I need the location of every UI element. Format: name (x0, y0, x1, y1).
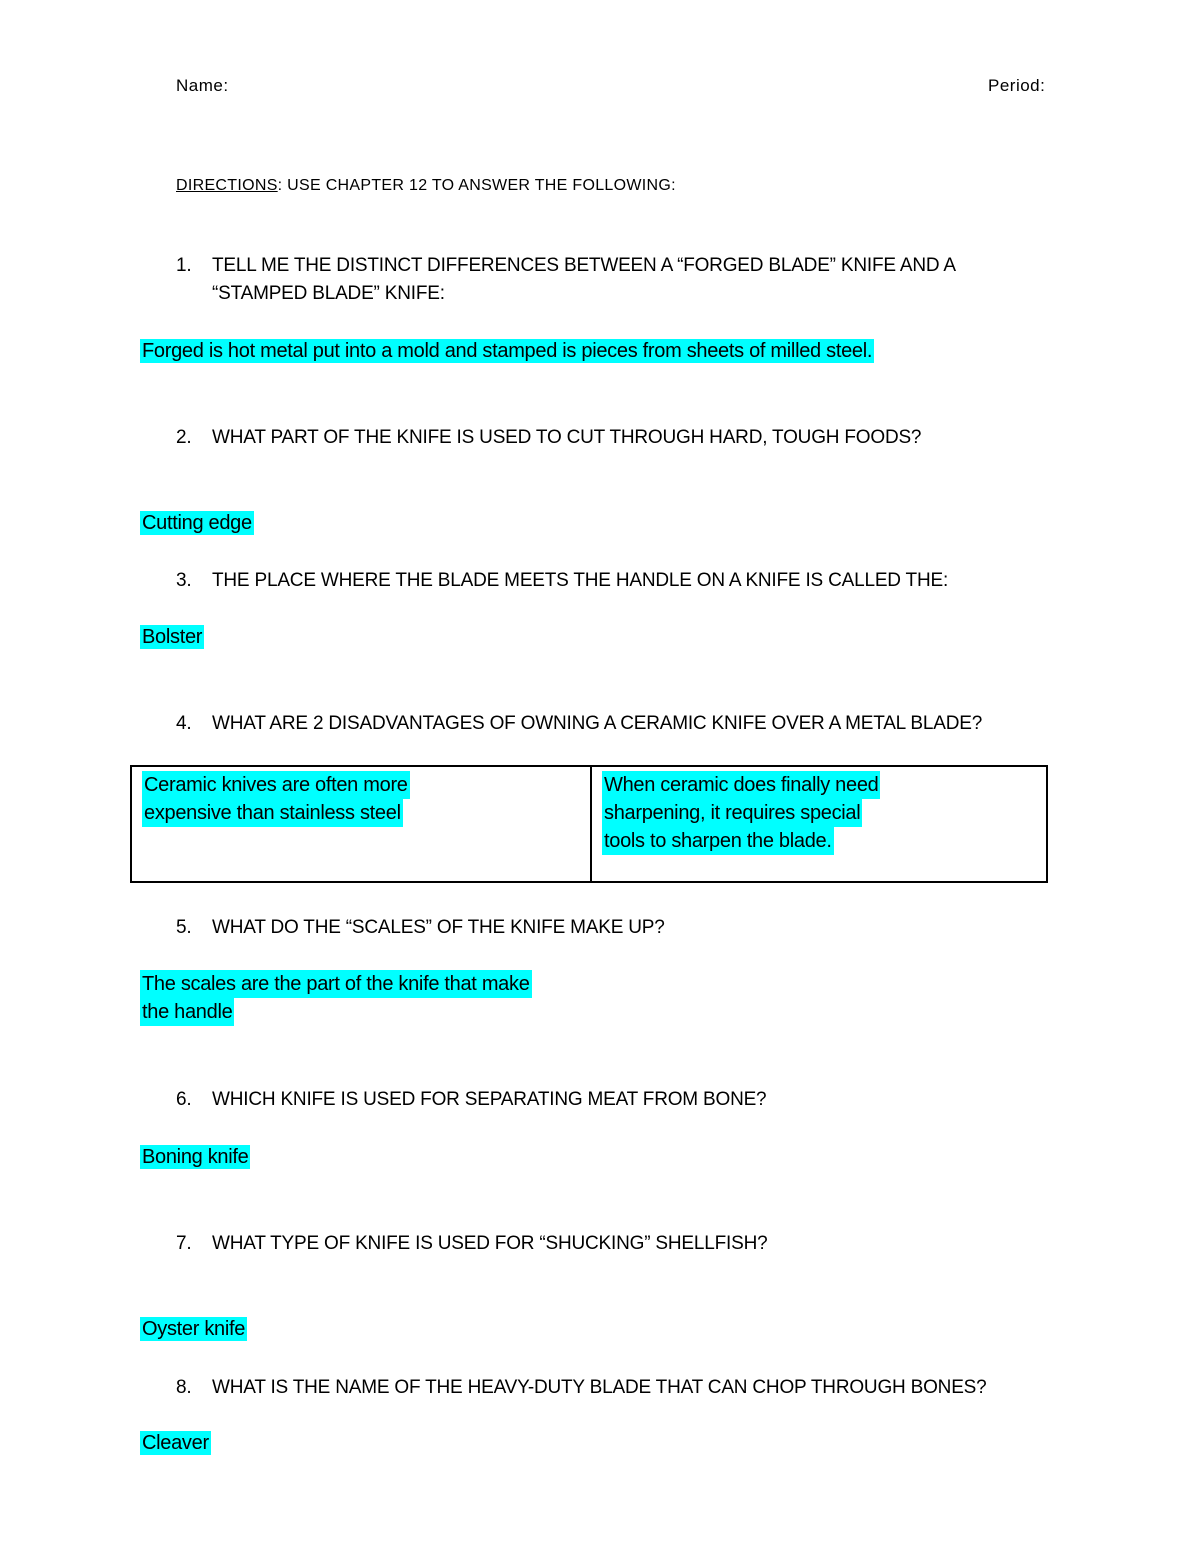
directions-label: DIRECTIONS (176, 177, 278, 194)
answer-8 (140, 1429, 211, 1457)
answer-2 (140, 509, 254, 537)
answer-highlight: Oyster knife (142, 1318, 246, 1340)
answer-6 (140, 1143, 250, 1171)
answer-highlight: The scales are the part of the knife that make (140, 970, 532, 998)
disadvantage-cell-1 (131, 766, 591, 882)
question-number: 3. (176, 570, 192, 591)
question-text-line: WHAT TYPE OF KNIFE IS USED FOR “SHUCKING” SHELLFISH? (212, 1233, 768, 1254)
question-number: 1. (176, 255, 192, 276)
disadvantages-table (130, 765, 1048, 883)
question-1 (176, 252, 956, 308)
question-4 (176, 710, 982, 738)
answer-5 (140, 970, 532, 1026)
question-7 (176, 1230, 767, 1258)
question-text-line: WHAT DO THE “SCALES” OF THE KNIFE MAKE UP? (212, 917, 665, 938)
question-number: 2. (176, 427, 192, 448)
question-number: 5. (176, 917, 192, 938)
question-text-line: “STAMPED BLADE” KNIFE: (212, 283, 445, 304)
answer-highlight: When ceramic does finally need (602, 771, 880, 799)
question-text-line: WHAT PART OF THE KNIFE IS USED TO CUT THROUGH HARD, TOUGH FOODS? (212, 427, 922, 448)
answer-highlight: expensive than stainless steel (142, 799, 403, 827)
answer-3 (140, 623, 204, 651)
answer-highlight: sharpening, it requires special (602, 799, 862, 827)
question-2 (176, 424, 921, 452)
answer-highlight: Cleaver (142, 1432, 209, 1454)
question-number: 6. (176, 1089, 192, 1110)
period-label: Period: (988, 76, 1046, 95)
disadvantage-cell-2 (591, 766, 1047, 882)
answer-highlight: Bolster (142, 626, 203, 648)
question-number: 4. (176, 713, 192, 734)
answer-highlight: Cutting edge (142, 512, 252, 534)
answer-highlight: the handle (140, 998, 234, 1026)
question-text-line: WHAT ARE 2 DISADVANTAGES OF OWNING A CERAMIC KNIFE OVER A METAL BLADE? (212, 713, 983, 734)
question-text-line: THE PLACE WHERE THE BLADE MEETS THE HANDLE ON A KNIFE IS CALLED THE: (212, 570, 949, 591)
answer-highlight: tools to sharpen the blade. (602, 827, 834, 855)
question-text-line: TELL ME THE DISTINCT DIFFERENCES BETWEEN A “FORGED BLADE” KNIFE AND A (212, 255, 956, 276)
directions-text: : USE CHAPTER 12 TO ANSWER THE FOLLOWING: (277, 177, 676, 194)
question-8 (176, 1374, 987, 1402)
name-label: Name: (176, 76, 229, 95)
question-number: 7. (176, 1233, 192, 1254)
question-text-line: WHAT IS THE NAME OF THE HEAVY-DUTY BLADE THAT CAN CHOP THROUGH BONES? (212, 1377, 987, 1398)
question-6 (176, 1086, 766, 1114)
directions (176, 177, 676, 195)
question-text-line: WHICH KNIFE IS USED FOR SEPARATING MEAT FROM BONE? (212, 1089, 767, 1110)
question-3 (176, 567, 948, 595)
answer-7 (140, 1315, 247, 1343)
answer-1 (140, 337, 874, 365)
answer-highlight: Forged is hot metal put into a mold and stamped is pieces from sheets of milled steel. (142, 340, 873, 362)
question-number: 8. (176, 1377, 192, 1398)
answer-highlight: Ceramic knives are often more (142, 771, 410, 799)
question-5 (176, 914, 665, 942)
answer-highlight: Boning knife (142, 1146, 249, 1168)
